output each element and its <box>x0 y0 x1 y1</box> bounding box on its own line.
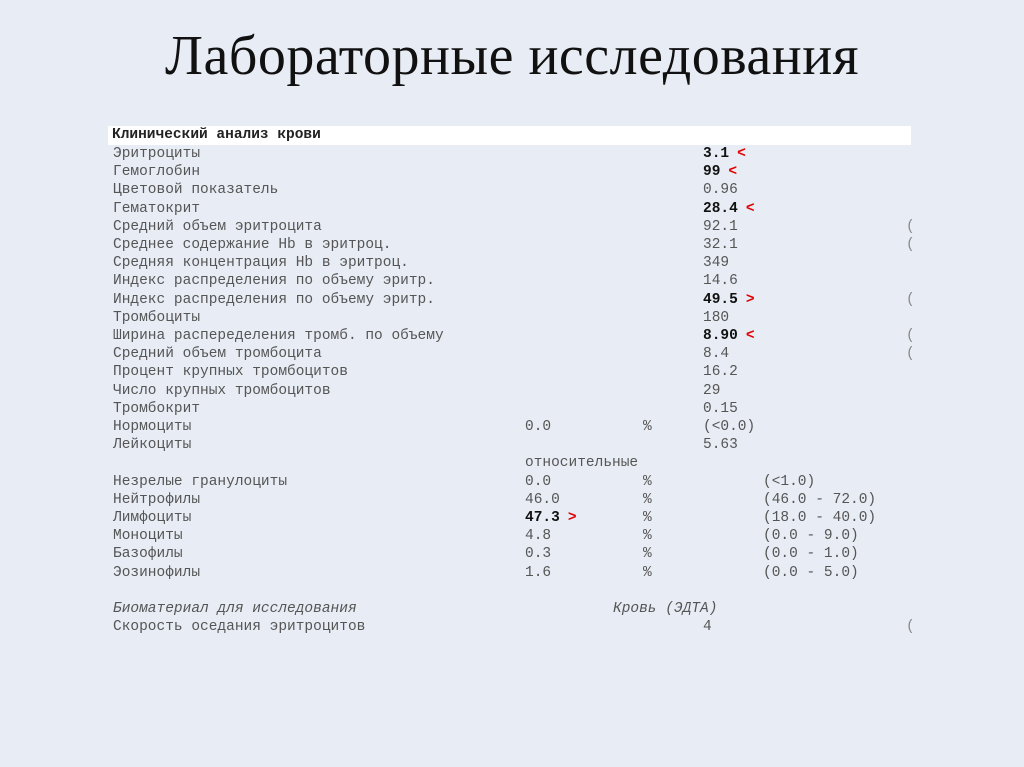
test-name: Среднее содержание Hb в эритроц. <box>113 237 392 253</box>
test-value <box>703 327 755 345</box>
result-row <box>108 291 915 309</box>
test-value <box>703 309 729 327</box>
test-name: Гемоглобин <box>113 164 201 181</box>
test-percent-text: 1.6 <box>525 564 552 581</box>
test-name: Тромбоциты <box>113 309 201 326</box>
slide-title: Лабораторные исследования <box>165 25 859 87</box>
test-name: Нормоциты <box>113 419 192 435</box>
test-percent <box>525 509 577 527</box>
test-name: Моноциты <box>113 528 183 545</box>
test-value <box>703 218 738 236</box>
test-value-text: 8.90 <box>703 328 738 344</box>
test-value <box>703 254 729 272</box>
test-value-text: 16.2 <box>703 364 738 381</box>
biomaterial-value: Кровь (ЭДТА) <box>613 601 718 617</box>
test-value <box>703 200 755 218</box>
result-row <box>108 200 911 218</box>
test-name: Средний объем тромбоцита <box>113 346 322 363</box>
test-value-text: 349 <box>703 255 730 272</box>
test-value <box>703 163 737 181</box>
result-row <box>108 218 915 236</box>
test-value <box>703 272 738 290</box>
test-name: Нейтрофилы <box>113 491 201 508</box>
test-name: Число крупных тромбоцитов <box>113 382 331 399</box>
test-name: Индекс распределения по объему эритр. <box>113 273 435 290</box>
result-row <box>108 436 911 454</box>
test-value-text: 180 <box>703 309 730 326</box>
test-name: Цветовой показатель <box>113 182 279 199</box>
abnormal-flag: > <box>745 291 755 308</box>
differential-row <box>108 564 911 582</box>
test-name: Эритроциты <box>113 146 201 162</box>
test-name: Скорость оседания эритроцитов <box>113 619 366 636</box>
test-name: Ширина распеределения тромб. по объему <box>113 328 444 344</box>
clipped-text: ( <box>906 328 915 344</box>
differential-row <box>108 491 911 509</box>
result-row <box>108 309 911 327</box>
result-row <box>108 181 911 199</box>
test-value-text: 0.15 <box>703 400 738 417</box>
result-row <box>108 254 911 272</box>
test-value-text: 0.96 <box>703 182 738 199</box>
test-value-text: 28.4 <box>703 200 738 217</box>
test-unit: % <box>643 473 652 490</box>
result-row <box>108 618 915 636</box>
test-value <box>703 291 755 309</box>
test-value <box>703 181 738 199</box>
test-unit: % <box>643 564 652 581</box>
test-percent-text: 4.8 <box>525 528 552 545</box>
test-name: Базофилы <box>113 546 183 563</box>
test-unit: % <box>643 546 652 563</box>
test-name: Лимфоциты <box>113 510 192 526</box>
test-unit: % <box>643 491 652 508</box>
test-value <box>703 145 746 163</box>
test-value-text: 14.6 <box>703 273 738 290</box>
clipped-text: ( <box>906 346 915 363</box>
result-row <box>108 418 911 436</box>
reference-range: (18.0 - 40.0) <box>763 510 877 526</box>
reference-range: (0.0 - 9.0) <box>763 528 859 545</box>
biomaterial-label: Биоматериал для исследования <box>113 601 357 617</box>
test-name: Лейкоциты <box>113 437 192 454</box>
test-value-text: 3.1 <box>703 146 730 162</box>
differential-row <box>108 473 911 491</box>
test-name: Тромбокрит <box>113 400 201 417</box>
clipped-text: ( <box>906 291 915 308</box>
test-value-text: 49.5 <box>703 291 738 308</box>
reference-range: (46.0 - 72.0) <box>763 491 877 508</box>
abnormal-flag: < <box>728 164 738 181</box>
differential-row <box>108 527 911 545</box>
test-value <box>703 363 738 381</box>
test-percent <box>525 527 551 545</box>
lab-report <box>108 126 915 666</box>
test-percent-text: 0.3 <box>525 546 552 563</box>
test-value <box>703 345 729 363</box>
test-percent-text: 47.3 <box>525 510 560 526</box>
differential-row <box>108 509 911 527</box>
test-value-text: 99 <box>703 164 721 181</box>
test-percent <box>525 564 551 582</box>
test-percent <box>525 545 551 563</box>
abnormal-flag: < <box>737 146 746 162</box>
reference-range: (<0.0) <box>703 419 756 435</box>
clipped-text: ( <box>906 218 915 235</box>
test-value-text: 29 <box>703 382 721 399</box>
reference-range: (0.0 - 5.0) <box>763 564 859 581</box>
result-row <box>108 363 911 381</box>
result-row <box>108 145 911 163</box>
test-value <box>703 236 738 254</box>
test-name: Средняя концентрация Hb в эритроц. <box>113 255 409 272</box>
result-row <box>108 327 915 345</box>
test-percent-text: 46.0 <box>525 491 560 508</box>
abnormal-flag: > <box>567 510 577 526</box>
test-name: Процент крупных тромбоцитов <box>113 364 348 381</box>
test-value: 5.63 <box>703 437 738 454</box>
clipped-text: ( <box>906 619 915 636</box>
relative-label: относительные <box>525 455 639 472</box>
biomaterial-row <box>108 600 911 618</box>
result-row <box>108 345 915 363</box>
test-value-text: 92.1 <box>703 218 738 235</box>
result-row <box>108 400 911 418</box>
test-value: 4 <box>703 619 712 636</box>
test-unit: % <box>643 528 652 545</box>
reference-range: (<1.0) <box>763 473 816 490</box>
report-header: Клинический анализ крови <box>108 126 911 145</box>
test-percent <box>525 473 551 491</box>
abnormal-flag: < <box>745 200 755 217</box>
differential-row <box>108 545 911 563</box>
result-row <box>108 163 911 181</box>
test-percent-text: 0.0 <box>525 473 552 490</box>
test-name: Индекс распределения по объему эритр. <box>113 291 435 308</box>
test-name: Эозинофилы <box>113 564 201 581</box>
test-value <box>703 400 738 418</box>
result-row <box>108 236 915 254</box>
test-name: Гематокрит <box>113 200 201 217</box>
clipped-text: ( <box>906 237 915 253</box>
test-name: Средний объем эритроцита <box>113 218 322 235</box>
test-value-text: 32.1 <box>703 237 738 253</box>
result-row <box>108 272 911 290</box>
relative-label-row <box>108 454 911 472</box>
test-unit: % <box>643 510 652 526</box>
test-percent <box>525 491 560 509</box>
abnormal-flag: < <box>745 328 755 344</box>
test-percent: 0.0 <box>525 419 552 435</box>
test-name: Незрелые гранулоциты <box>113 473 288 490</box>
test-value-text: 8.4 <box>703 346 730 363</box>
result-row <box>108 382 911 400</box>
test-unit: % <box>643 419 652 435</box>
reference-range: (0.0 - 1.0) <box>763 546 859 563</box>
test-value <box>703 382 720 400</box>
